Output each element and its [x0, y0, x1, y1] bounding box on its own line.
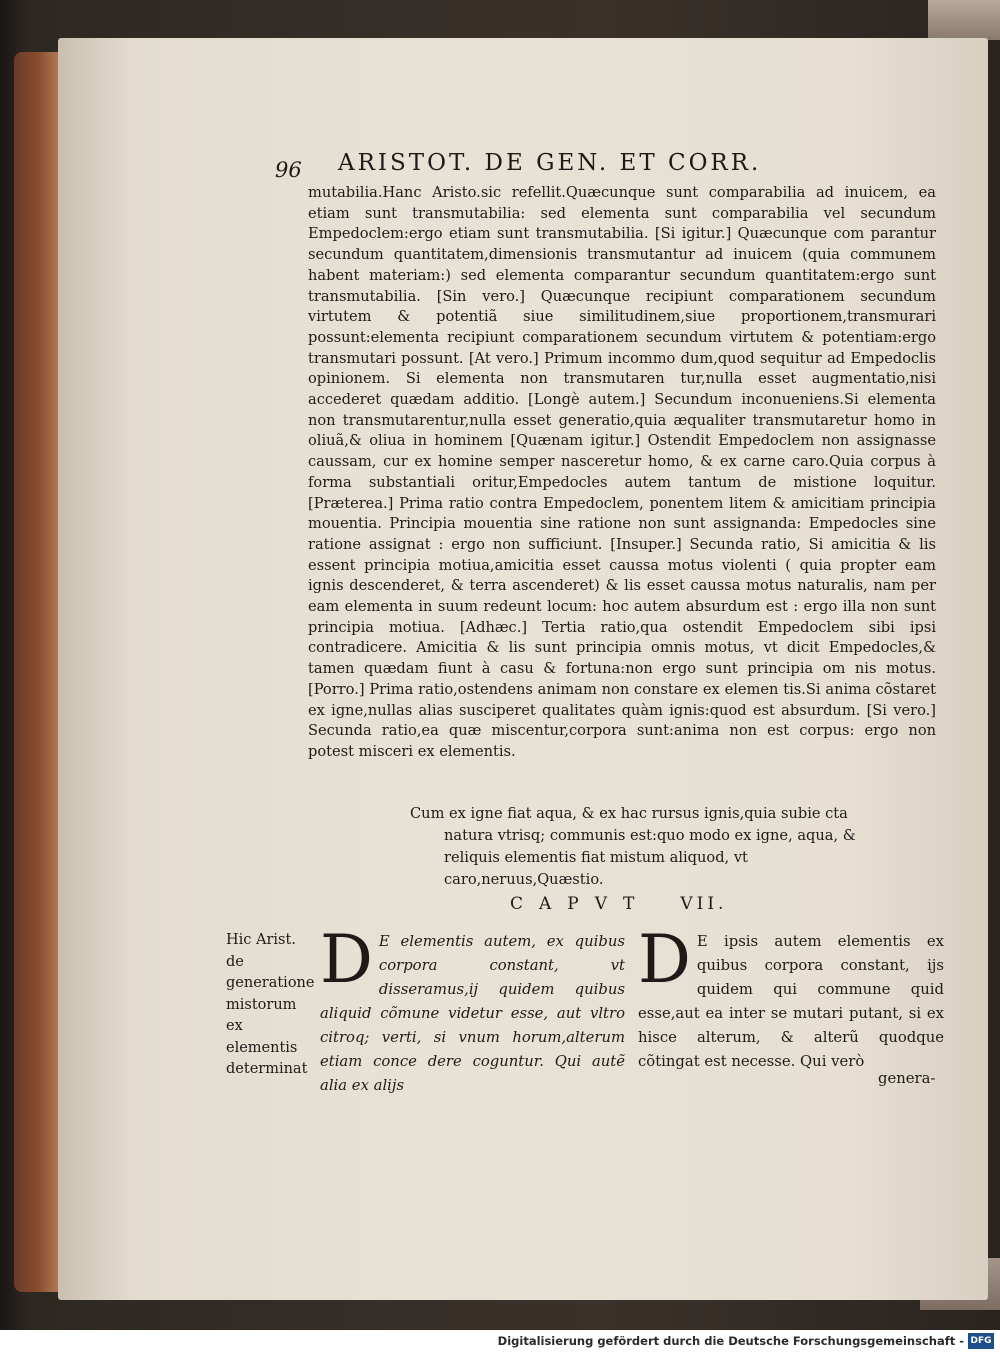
- catchword: genera-: [878, 1070, 936, 1087]
- translation-right-text: E ipsis autem elementis ex quibus corpora constant, ijs quidem qui commune quid esse,aut ea inter se mutari putant, si ex hisce alterum, & alterũ quodque cõtingat est necesse. Qui verò: [638, 933, 944, 1070]
- margin-note: Hic Arist. de generatione mistorum ex elementis determinat: [226, 932, 315, 1077]
- page-number: 96: [275, 158, 302, 182]
- commentary-paragraph: mutabilia.Hanc Aristo.sic refellit.Quæcunque sunt comparabilia ad inuicem, ea etiam sunt transmutabilia: sed elementa sunt comparabilia vel secundum Empedoclem:ergo etiam sunt transmutabilia. [Si igitur.] Quæcunque com parantur secundum quantitatem,dimensionis transmutantur ad inuicem (quia communem habent materiam:) sed elementa comparantur secundum quantitatem:ergo sunt transmutabilia. [Sin vero.] Quæcunque recipiunt comparationem secundum virtutem & potentiã siue similitudinem,siue proportionem,transmurari possunt:elementa recipiunt comparationem secundum virtutem & potentiam:ergo transmutari possunt. [At vero.] Primum incommo dum,quod sequitur ad Empedoclis opinionem. Si elementa non transmutaren tur,nulla esset augmentatio,nisi accederet quædam additio. [Longè autem.] Secundum inconueniens.Si elementa non transmutarentur,nulla esset generatio,quia æqualiter transmutaretur homo in oliuã,& oliua in hominem [Quænam igitur.] Ostendit Empedoclem non assignasse caussam, cur ex homine semper nasceretur homo, & ex carne caro.Quia corpus à forma substantiali oritur,Empedocles autem tantum de mistione loquitur. [Præterea.] Prima ratio contra Empedoclem, ponentem litem & amicitiam principia mouentia. Principia mouentia sine ratione non sunt assignanda: Empedocles sine ratione assignat : ergo non sufficiunt. [Insuper.] Secunda ratio, Si amicitia & lis essent principia motiua,amicitia esset caussa motus violenti ( quia propter eam ignis descenderet, & terra ascenderet) & lis esset caussa motus naturalis, nam per eam elementa in suum redeunt locum: hoc autem absurdum est : ergo illa non sunt principia motiua. [Adhæc.] Tertia ratio,qua ostendit Empedoclem sibi ipsi contradicere. Amicitia & lis sunt principia omnis motus, vt dicit Empedocles,& tamen quædam fiunt à casu & fortuna:non ergo sunt principia om nis motus. [Porro.] Prima ratio,ostendens animam non constare ex elemen tis.Si anima cõstaret ex igne,nullas alias susciperet qualitates quàm ignis:quod est absurdum. [Si vero.] Secunda ratio,ea quæ miscentur,corpora sunt:anima non est corpus: ergo non potest misceri ex elementis.: [308, 184, 936, 760]
- translation-left-column: [320, 921, 625, 1098]
- translation-left-text: E elementis autem, ex quibus corpora constant, vt disseramus,ij quidem quibus aliquid cõmune videtur esse, aut vltro citroq; verti, si vnum horum,alterum etiam conce dere coguntur. Qui autẽ alia ex alijs: [320, 933, 625, 1094]
- translation-right-column: [638, 921, 944, 1074]
- dropcap-left: D: [320, 921, 373, 998]
- chapter-label: CAPVT: [510, 894, 651, 914]
- dropcap-right: D: [638, 921, 691, 998]
- dfg-logo-icon: DFG: [968, 1333, 994, 1349]
- running-title: ARISTOT. DE GEN. ET CORR.: [338, 150, 762, 176]
- page-corner-top: [928, 0, 1000, 40]
- footer-credit: Digitalisierung gefördert durch die Deutsche Forschungsgemeinschaft -: [497, 1334, 964, 1348]
- chapter-heading: [510, 894, 727, 914]
- quaestio-block: Cum ex igne fiat aqua, & ex hac rursus ignis,quia subie cta natura vtrisq; communis est:quo modo ex igne, aqua, & reliquis elementis fiat mistum aliquod, vt caro,neruus,Quæstio.: [410, 805, 856, 888]
- chapter-number: VII.: [680, 894, 728, 914]
- footer-bar: [0, 1330, 1000, 1353]
